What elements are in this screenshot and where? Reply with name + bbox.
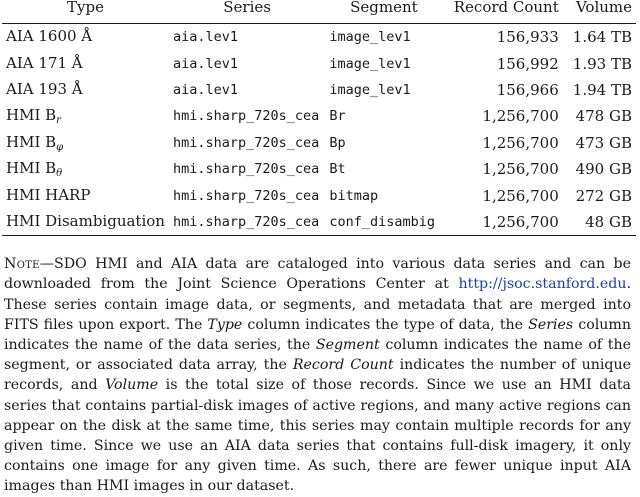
note-series-term: Series — [528, 316, 574, 333]
cell-volume: 490 GB — [575, 160, 632, 179]
cell-type-text: HMI B — [6, 132, 57, 151]
note-type-term: Type — [207, 316, 243, 333]
jsoc-link[interactable]: http://jsoc.stanford.edu — [458, 276, 627, 293]
cell-type-subscript: r — [56, 115, 61, 127]
header-type: Type — [2, 0, 169, 24]
cell-type — [2, 77, 169, 103]
cell-record-count: 1,256,700 — [482, 160, 559, 179]
cell-segment: Bt — [329, 161, 346, 178]
table-row — [2, 209, 636, 236]
cell-record-count: 156,966 — [496, 80, 559, 99]
cell-series: aia.lev1 — [172, 55, 238, 72]
cell-type — [2, 209, 169, 236]
cell-segment: Bp — [329, 134, 346, 151]
cell-series: aia.lev1 — [172, 29, 238, 46]
table-row — [2, 103, 636, 129]
cell-type — [2, 182, 169, 208]
note-text-5: column indicates the name of the segment, or associated data array, the — [4, 337, 631, 374]
table-row — [2, 77, 636, 103]
cell-type — [2, 156, 169, 182]
cell-type — [2, 24, 169, 51]
note-text-7: is the total size of those records. Since we use an HMI data series that contains partial-disk images of active regions, and many active regions can appear on the disk at the same time, this series may contain multiple records for any given time. Since we use an AIA data series that contains full-disk imagery, it only contains one image for any given time. As such, there are fewer unique input AIA images than HMI images in our dataset. — [4, 377, 631, 495]
table-row — [2, 156, 636, 182]
table-note — [4, 254, 631, 496]
note-text-4: column indicates the name of the data series, the — [4, 316, 632, 353]
cell-record-count: 156,933 — [496, 28, 559, 47]
data-series-table — [2, 0, 636, 236]
note-text-2: . These series contain image data, or segments, and metadata that are merged into FITS files upon export. The — [4, 276, 631, 333]
cell-series: hmi.sharp_720s_cea — [172, 161, 320, 178]
cell-volume: 473 GB — [575, 133, 632, 152]
header-record-count: Record Count — [443, 0, 563, 24]
cell-series: hmi.sharp_720s_cea — [172, 108, 320, 125]
cell-series: aia.lev1 — [172, 81, 238, 98]
header-series: Series — [169, 0, 325, 24]
cell-type-subscript: φ — [56, 141, 64, 153]
note-record-count-term: Record Count — [292, 357, 394, 374]
table-header-row — [2, 0, 636, 24]
cell-segment: image_lev1 — [329, 81, 411, 98]
note-segment-term: Segment — [315, 337, 380, 353]
cell-volume: 478 GB — [575, 107, 632, 126]
cell-type-subscript: θ — [56, 168, 63, 180]
cell-type — [2, 50, 169, 76]
cell-volume: 1.94 TB — [572, 80, 632, 99]
cell-type — [2, 130, 169, 156]
cell-segment: conf_disambig — [325, 209, 442, 236]
cell-type-text: AIA 193 Å — [6, 79, 83, 98]
note-label: Note — [4, 256, 40, 273]
cell-segment: image_lev1 — [329, 29, 411, 46]
note-text-3: column indicates the type of data, the — [242, 316, 529, 333]
cell-series: hmi.sharp_720s_cea — [169, 209, 325, 236]
cell-volume: 1.93 TB — [572, 54, 632, 73]
table-row — [2, 182, 636, 208]
cell-type-text: HMI B — [6, 106, 57, 125]
cell-segment: image_lev1 — [329, 55, 411, 72]
cell-type-text: AIA 1600 Å — [6, 27, 93, 46]
cell-volume: 48 GB — [563, 209, 636, 236]
header-volume: Volume — [563, 0, 636, 24]
cell-series: hmi.sharp_720s_cea — [172, 187, 320, 204]
note-text-6: indicates the number of unique records, and — [4, 357, 631, 394]
cell-volume: 1.64 TB — [572, 28, 632, 47]
cell-record-count: 156,992 — [496, 54, 559, 73]
cell-record-count: 1,256,700 — [482, 186, 559, 205]
cell-type-text: HMI HARP — [6, 185, 91, 204]
cell-segment: bitmap — [329, 187, 379, 204]
header-segment: Segment — [325, 0, 442, 24]
cell-segment: Br — [329, 108, 346, 125]
cell-record-count: 1,256,700 — [443, 209, 563, 236]
table-row — [2, 50, 636, 76]
table-row — [2, 130, 636, 156]
cell-record-count: 1,256,700 — [482, 107, 559, 126]
cell-type — [2, 103, 169, 129]
cell-series: hmi.sharp_720s_cea — [172, 134, 320, 151]
note-text-1: —SDO HMI and AIA data are cataloged into various data series and can be downloaded from the Joint Science Operations Center at — [4, 256, 631, 293]
cell-type-text: HMI B — [6, 159, 57, 178]
cell-type-text: AIA 171 Å — [6, 53, 83, 72]
cell-type-text: HMI Disambiguation — [6, 211, 165, 230]
table-row — [2, 24, 636, 51]
note-volume-term: Volume — [105, 377, 159, 394]
cell-record-count: 1,256,700 — [482, 133, 559, 152]
cell-volume: 272 GB — [575, 186, 632, 205]
